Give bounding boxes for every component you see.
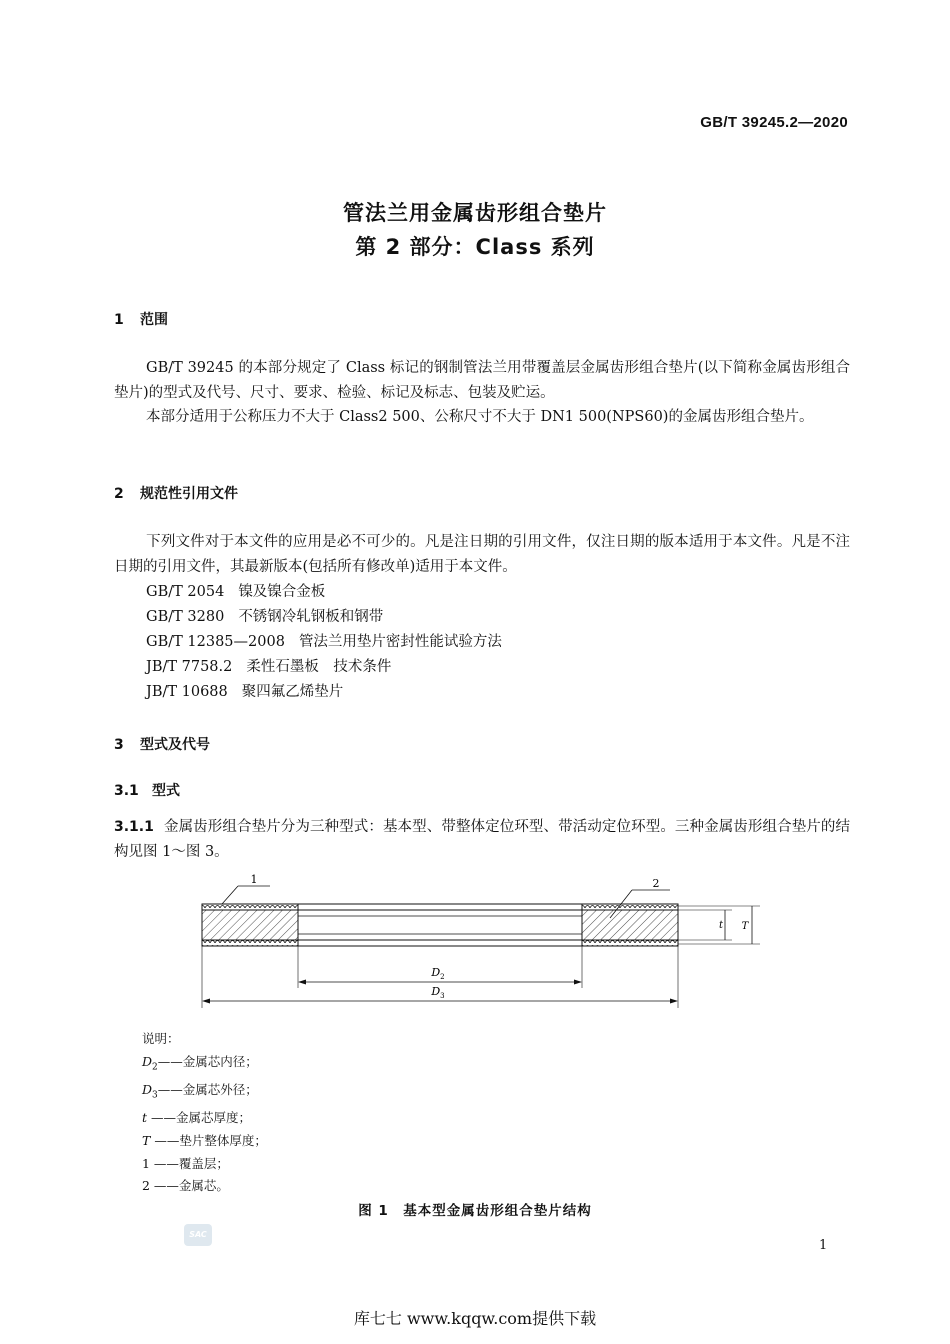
figure-caption: 图 1 基本型金属齿形组合垫片结构 [358, 1203, 592, 1219]
section-title: 规范性引用文件 [140, 486, 238, 502]
section-2-paragraph-1 [114, 530, 850, 580]
section-3-1-heading [114, 780, 180, 800]
paragraph-text: 下列文件对于本文件的应用是必不可少的。凡是注日期的引用文件，仅注日期的版本适用于本文件。凡是不注日期的引用文件，其最新版本(包括所有修改单)适用于本文件。 [114, 534, 850, 575]
right-gasket-section [582, 904, 678, 946]
dimension-d3-label: D [431, 985, 441, 998]
reference-title: 管法兰用垫片密封性能试验方法 [298, 634, 502, 650]
figure-1-drawing [180, 868, 780, 1018]
reference-code: GB/T 2054 [146, 584, 225, 600]
section-number: 2 [114, 486, 124, 502]
key-item: $D_3——$金属芯外径； [142, 1081, 258, 1101]
section-number: 3.1 [114, 783, 139, 799]
dimension-T-label: T [741, 921, 749, 932]
reference-item [146, 655, 391, 676]
dimension-d2-label: D [431, 966, 441, 979]
key-item: T ——垫片整体厚度； [142, 1132, 267, 1148]
section-number: 3 [114, 737, 124, 753]
figure-key [142, 1028, 267, 1198]
dimension-d2-subscript: 2 [440, 973, 445, 981]
paragraph-text: 金属齿形组合垫片分为三种型式：基本型、带整体定位环型、带活动定位环型。三种金属齿形组合垫片的结构见图 1～图 3。 [114, 819, 850, 860]
section-title: 型式及代号 [140, 737, 210, 753]
reference-title: 柔性石墨板 技术条件 [246, 659, 392, 675]
dimension-t-label: t [718, 920, 724, 931]
bore-outline [298, 904, 582, 946]
section-1-paragraph-2 [114, 405, 850, 430]
reference-item [146, 680, 343, 701]
dimension-d2 [298, 946, 582, 988]
callout-1-label: 1 [250, 873, 258, 886]
reference-code: JB/T 10688 [146, 684, 228, 700]
paragraph-text: 本部分适用于公称压力不大于 Class2 500、公称尺寸不大于 DN1 500(NPS60)的金属齿形组合垫片。 [146, 409, 814, 425]
dimension-d3-subscript: 3 [440, 992, 445, 1000]
svg-text:D3 [430, 985, 444, 1000]
reference-title: 不锈钢冷轧钢板和钢带 [238, 609, 384, 625]
reference-code: JB/T 7758.2 [146, 659, 233, 675]
callout-1 [222, 873, 270, 904]
left-gasket-section [202, 904, 298, 946]
key-title: 说明： [142, 1031, 180, 1046]
document-title-line1: 管法兰用金属齿形组合垫片 [343, 201, 607, 225]
section-3-1-1-paragraph [114, 815, 850, 865]
section-title: 型式 [152, 783, 180, 799]
document-title-line2: 第 2 部分：Class 系列 [355, 235, 595, 259]
thickness-dimensions [678, 906, 760, 944]
reference-item [146, 580, 325, 601]
standard-number: GB/T 39245.2—2020 [700, 114, 848, 131]
section-1-heading [114, 309, 168, 329]
reference-code: GB/T 12385—2008 [146, 634, 285, 650]
key-item: t ——金属芯厚度； [142, 1110, 252, 1126]
section-title: 范围 [140, 312, 168, 328]
section-number: 1 [114, 312, 124, 328]
section-3-heading [114, 734, 210, 754]
reference-item [146, 605, 383, 626]
key-item: 2 ——金属芯。 [142, 1178, 229, 1194]
reference-title: 镍及镍合金板 [238, 584, 326, 600]
section-1-paragraph-1 [114, 356, 850, 406]
reference-title: 聚四氟乙烯垫片 [241, 684, 344, 700]
key-item: 1 ——覆盖层； [142, 1155, 229, 1171]
svg-text:D2 [430, 966, 444, 981]
callout-2-label: 2 [652, 877, 660, 890]
reference-item [146, 630, 502, 651]
key-item: $D_2——$金属芯内径； [142, 1053, 258, 1073]
reference-code: GB/T 3280 [146, 609, 225, 625]
download-footer: 库七七 www.kqqw.com提供下载 [353, 1309, 597, 1328]
paragraph-text: GB/T 39245 的本部分规定了 Class 标记的钢制管法兰用带覆盖层金属齿形组合垫片(以下简称金属齿形组合垫片)的型式及代号、尺寸、要求、检验、标记及标志、包装及贮运。 [114, 360, 850, 401]
page-number: 1 [819, 1238, 828, 1253]
section-2-heading [114, 483, 238, 503]
sac-logo: SAC [184, 1224, 212, 1246]
clause-number: 3.1.1 [114, 819, 154, 835]
